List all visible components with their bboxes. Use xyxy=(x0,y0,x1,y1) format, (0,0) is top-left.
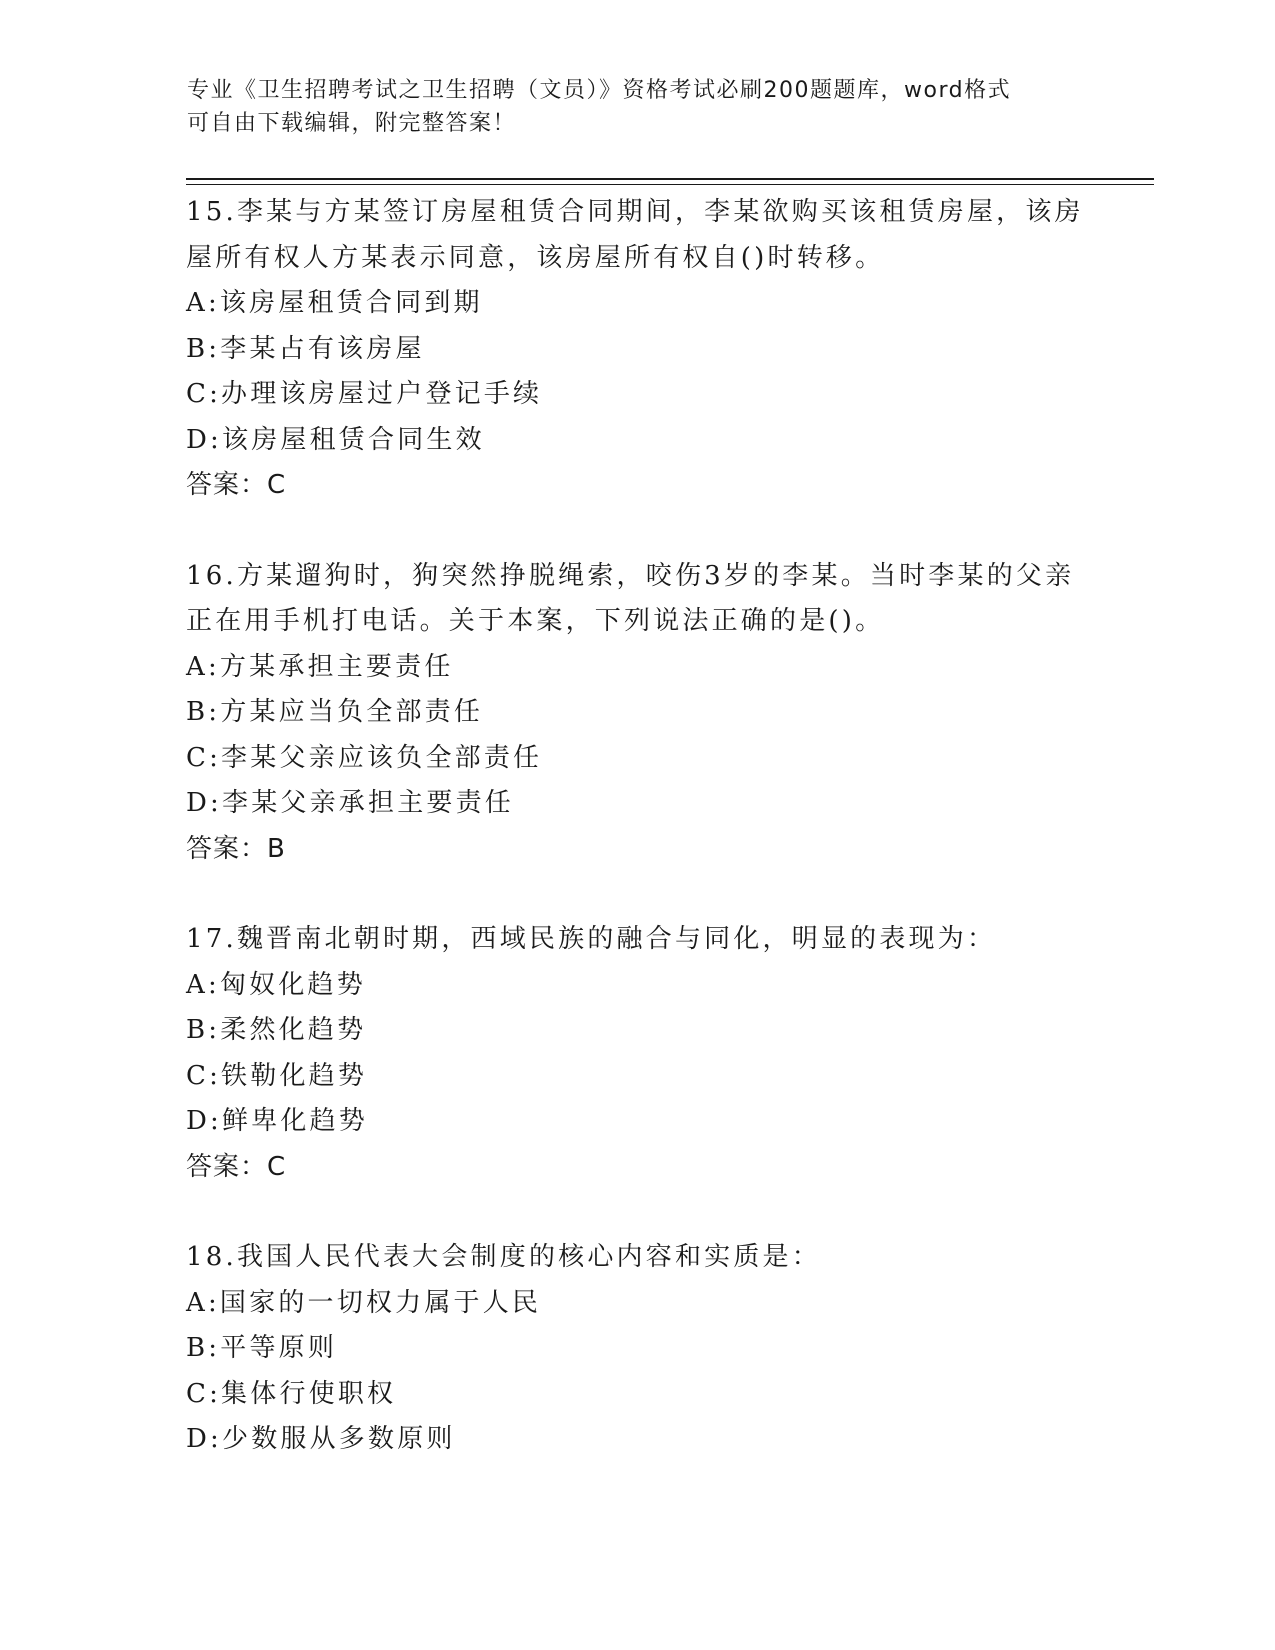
answer-label: 答案：C xyxy=(186,1151,287,1182)
option-a: A:方某承担主要责任 xyxy=(186,651,454,682)
question-gap xyxy=(186,509,1086,554)
option-a: A:匈奴化趋势 xyxy=(186,969,366,1000)
question-gap xyxy=(186,1190,1086,1235)
option-a: A:国家的一切权力属于人民 xyxy=(186,1287,542,1318)
question-stem-line: 15.李某与方某签订房屋租赁合同期间，李某欲购买该租赁房屋，该房 xyxy=(186,197,1084,227)
option-c: C:李某父亲应该负全部责任 xyxy=(186,742,543,773)
option-c: C:集体行使职权 xyxy=(186,1378,397,1409)
question-17 xyxy=(186,917,1086,1190)
question-gap xyxy=(186,872,1086,917)
header-line-2: 可自由下载编辑，附完整答案！ xyxy=(187,111,517,136)
question-stem-line: 正在用手机打电话。关于本案，下列说法正确的是()。 xyxy=(186,606,885,636)
header-rule-thin xyxy=(186,184,1154,185)
question-stem-line: 18.我国人民代表大会制度的核心内容和实质是： xyxy=(186,1242,821,1272)
answer-label: 答案：B xyxy=(186,833,286,864)
option-d: D:该房屋租赁合同生效 xyxy=(186,424,485,455)
option-a: A:该房屋租赁合同到期 xyxy=(186,288,483,318)
option-b: B:李某占有该房屋 xyxy=(186,333,425,364)
answer-label: 答案：C xyxy=(186,470,287,500)
option-d: D:李某父亲承担主要责任 xyxy=(186,788,515,818)
question-16 xyxy=(186,554,1086,873)
question-stem-line: 17.魏晋南北朝时期，西域民族的融合与同化，明显的表现为： xyxy=(186,924,997,954)
question-18 xyxy=(186,1235,1086,1463)
option-b: B:柔然化趋势 xyxy=(186,1015,367,1045)
question-15 xyxy=(186,190,1086,509)
question-list xyxy=(186,190,1086,1463)
question-stem-line: 16.方某遛狗时，狗突然挣脱绳索，咬伤3岁的李某。当时李某的父亲 xyxy=(186,560,1075,591)
option-c: C:办理该房屋过户登记手续 xyxy=(186,379,543,409)
option-d: D:少数服从多数原则 xyxy=(186,1424,456,1454)
header-rule-thick xyxy=(186,178,1154,180)
header-line-1: 专业《卫生招聘考试之卫生招聘（文员）》资格考试必刷200题题库，word格式 xyxy=(187,78,1012,103)
document-header xyxy=(187,74,1087,140)
option-c: C:铁勒化趋势 xyxy=(186,1060,368,1091)
option-b: B:平等原则 xyxy=(186,1333,338,1363)
question-stem-line: 屋所有权人方某表示同意，该房屋所有权自()时转移。 xyxy=(186,242,885,273)
option-d: D:鲜卑化趋势 xyxy=(186,1106,369,1136)
option-b: B:方某应当负全部责任 xyxy=(186,697,484,727)
